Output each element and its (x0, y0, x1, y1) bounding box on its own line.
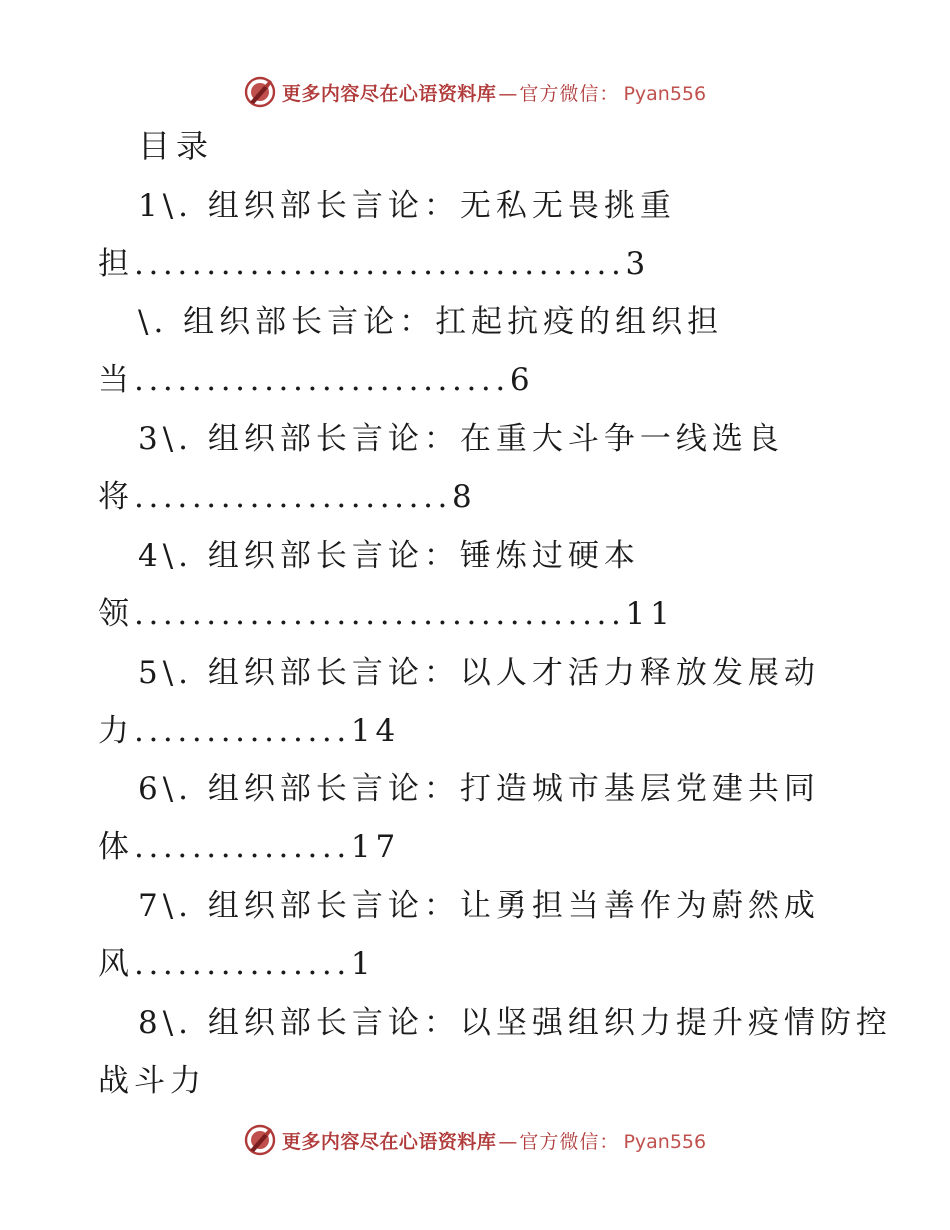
banner-text (282, 79, 706, 106)
toc-entry-continuation[interactable] (98, 590, 675, 638)
banner-wechat-id: Pyan556 (623, 82, 707, 105)
header-banner (0, 72, 950, 112)
toc-entry-continuation-text: 战斗力 (98, 1063, 206, 1099)
toc-entry-continuation-text: 将 (98, 479, 134, 515)
toc-entry-heading[interactable]: 5\. 组织部长言论：以人才活力释放发展动 (138, 655, 820, 691)
toc-entry-heading[interactable]: 1\. 组织部长言论：无私无畏挑重 (138, 188, 676, 224)
banner-main-text: 更多内容尽在心语资料库 (281, 1130, 497, 1153)
pen-logo-icon (244, 1124, 276, 1156)
toc-page-number: 8 (452, 479, 477, 515)
toc-leader-dots: .................................. (134, 596, 626, 632)
toc-leader-dots: ............... (134, 946, 351, 982)
toc-entry-continuation-text: 担 (98, 246, 134, 282)
toc-entry-heading[interactable]: 3\. 组织部长言论：在重大斗争一线选良 (138, 421, 784, 457)
toc-title: 目录 (138, 127, 215, 165)
toc-entry-continuation[interactable] (98, 356, 535, 404)
toc-leader-dots: .......................... (134, 362, 510, 398)
toc-entry-continuation[interactable] (98, 240, 650, 288)
toc-entry-heading[interactable]: 4\. 组织部长言论：锤炼过硬本 (138, 538, 640, 574)
toc-page-number: 1 (350, 946, 376, 982)
pen-logo-icon (244, 76, 276, 108)
toc-entry-heading[interactable]: 6\. 组织部长言论：打造城市基层党建共同 (138, 771, 820, 807)
toc-entry-continuation[interactable] (98, 473, 477, 521)
toc-entry-continuation-text: 风 (98, 946, 134, 982)
toc-leader-dots: .................................. (134, 246, 626, 282)
toc-entry-continuation-text: 体 (98, 829, 134, 865)
banner-text (282, 1127, 706, 1154)
toc-entry-continuation[interactable] (98, 1057, 206, 1105)
footer-banner (0, 1120, 950, 1160)
banner-main-text: 更多内容尽在心语资料库 (281, 82, 497, 105)
toc-entry-continuation[interactable] (98, 707, 400, 755)
toc-page-number: 6 (509, 362, 535, 398)
toc-page-number: 3 (625, 246, 651, 282)
toc-entry-heading[interactable]: 8\. 组织部长言论：以坚强组织力提升疫情防控 (138, 1005, 892, 1041)
toc-leader-dots: ............... (134, 713, 351, 749)
toc-entry-continuation-text: 当 (98, 362, 134, 398)
toc-entry-continuation-text: 领 (98, 596, 134, 632)
banner-wechat-label: 官方微信： (519, 82, 620, 105)
toc-entry-continuation[interactable] (98, 823, 400, 871)
toc-leader-dots: ............... (134, 829, 351, 865)
banner-dash: — (498, 1130, 518, 1153)
banner-wechat-id: Pyan556 (623, 1130, 707, 1153)
banner-wechat-label: 官方微信： (519, 1130, 620, 1153)
banner-dash: — (498, 82, 518, 105)
toc-page-number: 14 (350, 713, 401, 749)
toc-entry-heading[interactable]: \. 组织部长言论：扛起抗疫的组织担 (138, 304, 724, 340)
toc-leader-dots: ...................... (134, 479, 452, 515)
toc-entry-continuation-text: 力 (98, 713, 134, 749)
toc-page-number: 17 (350, 829, 401, 865)
toc-entry-heading[interactable]: 7\. 组织部长言论：让勇担当善作为蔚然成 (138, 888, 820, 924)
toc-entry-continuation[interactable] (98, 940, 376, 988)
toc-page-number: 11 (625, 596, 675, 632)
